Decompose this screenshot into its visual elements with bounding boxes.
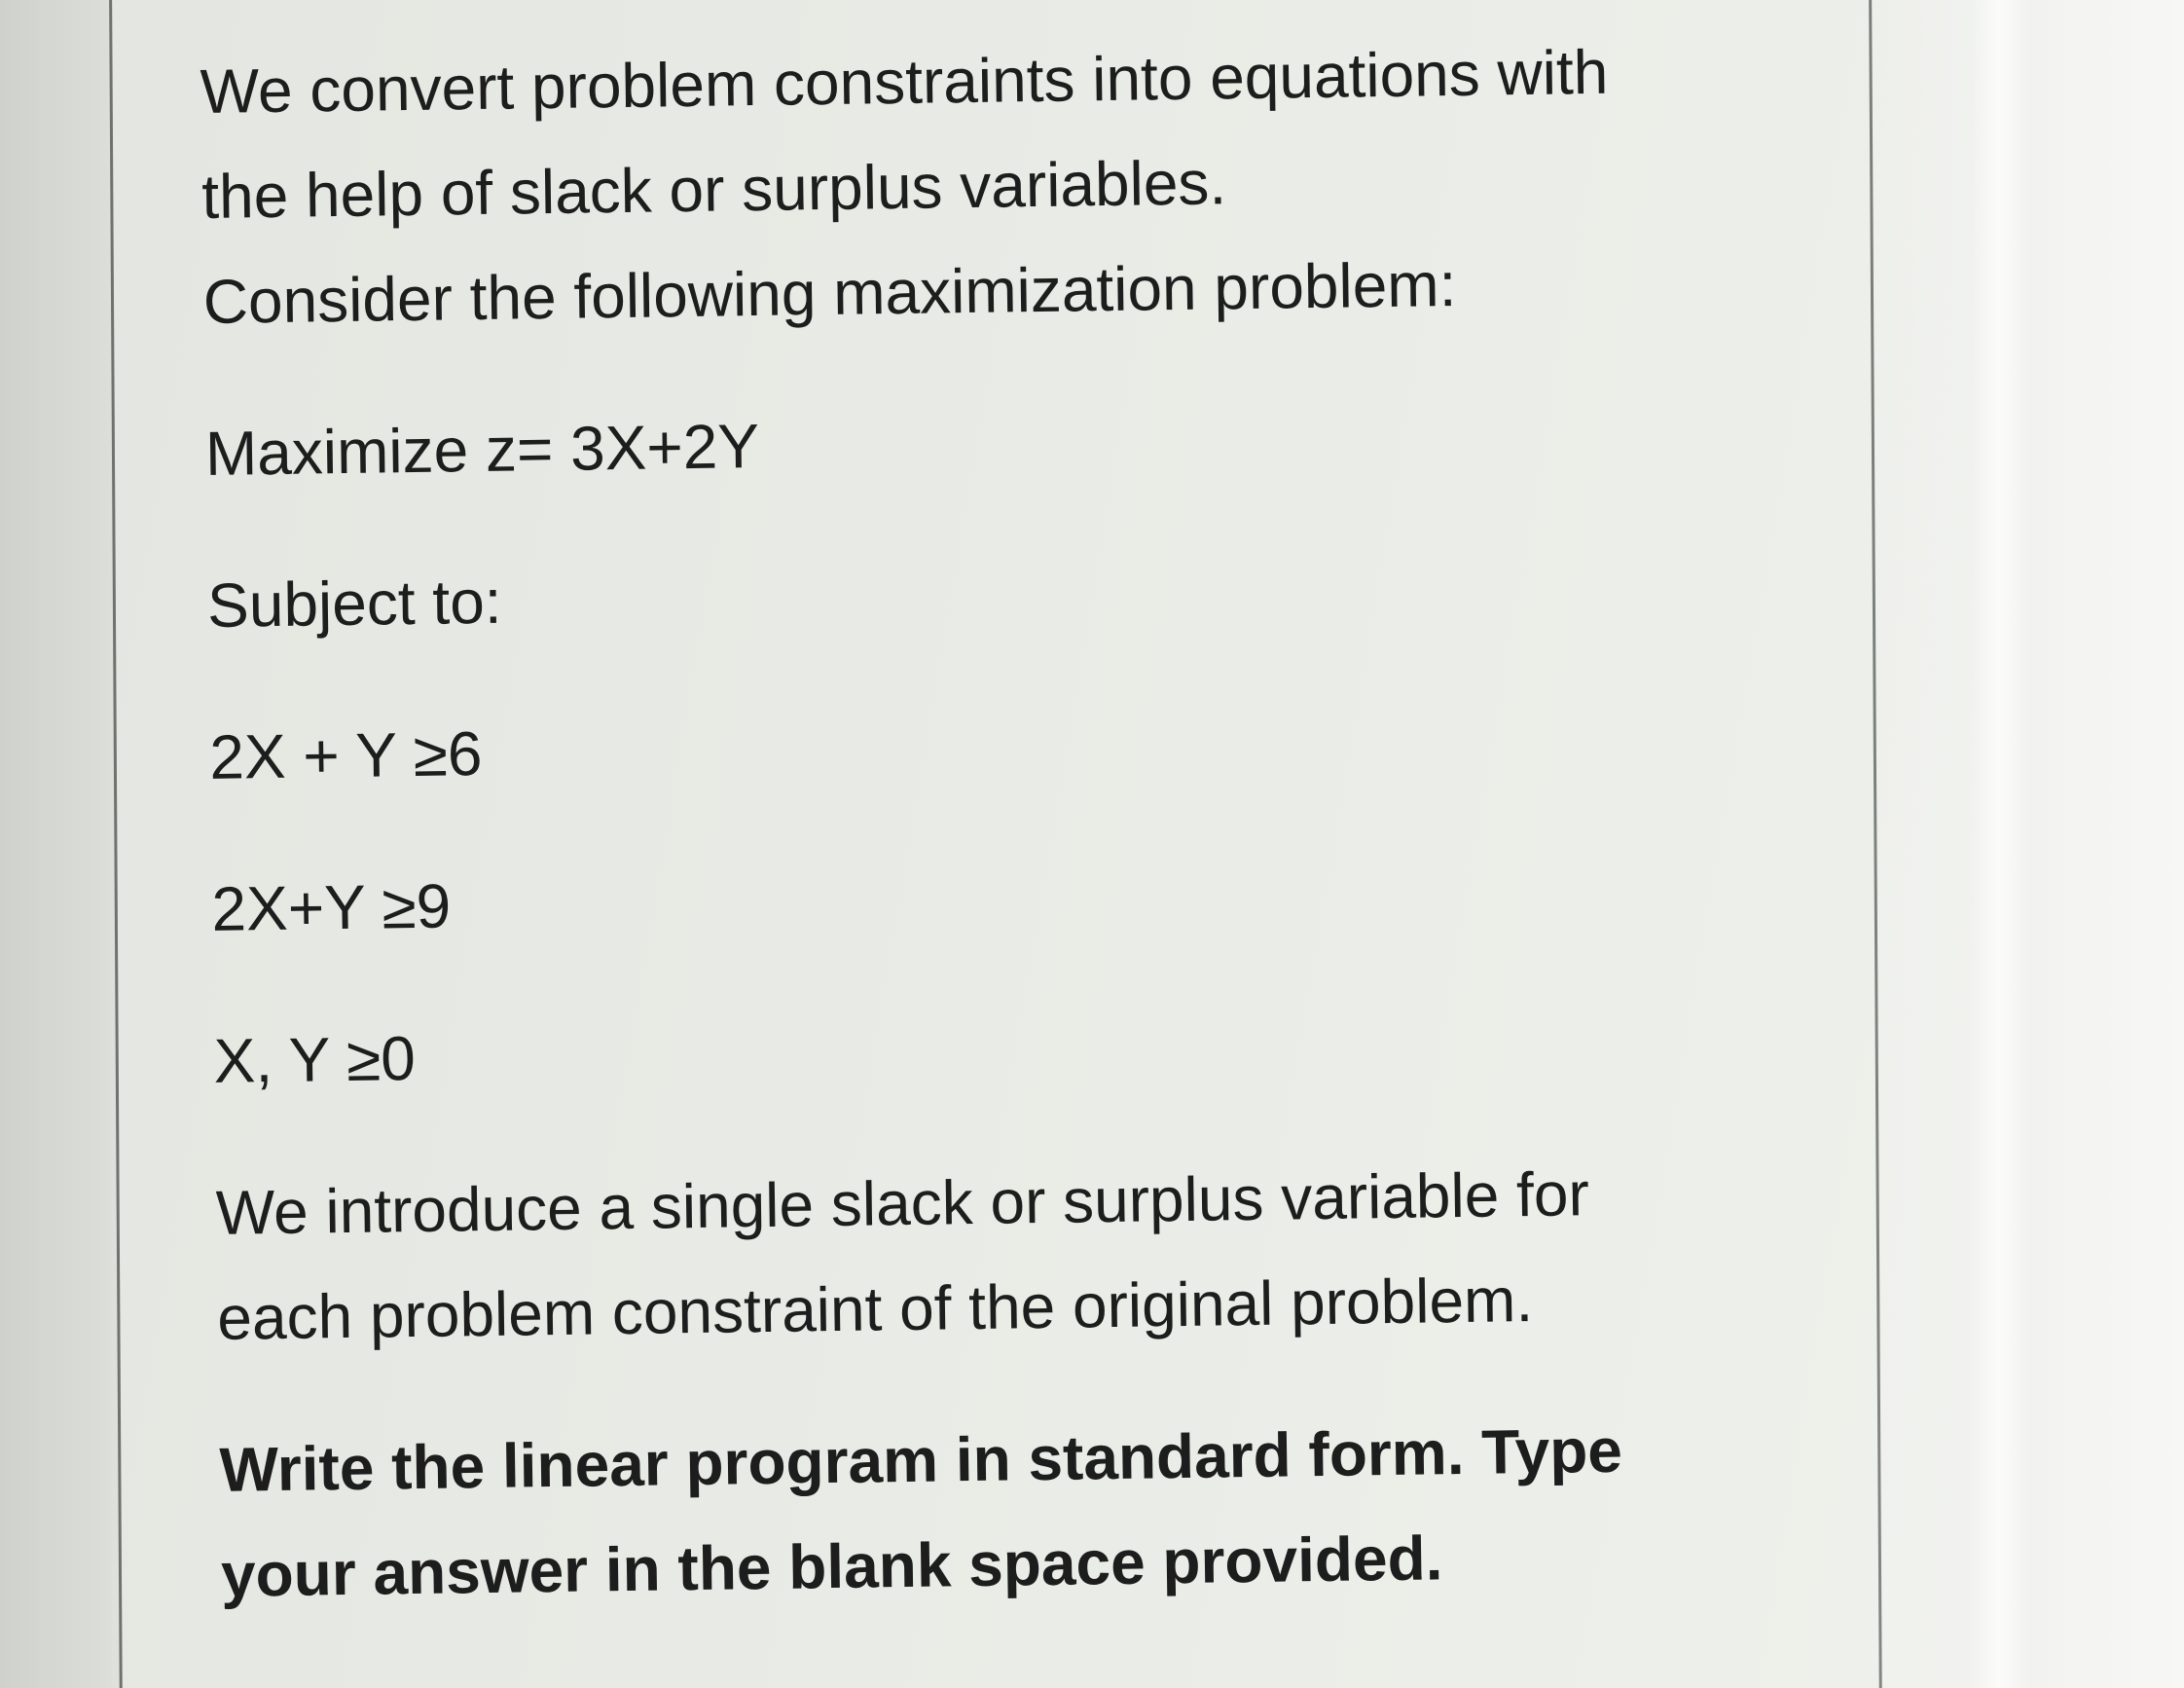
screen-glare (1970, 0, 2028, 1688)
intro-line-1: We convert problem constraints into equations with (200, 36, 1609, 127)
monitor-left-edge (0, 0, 112, 1688)
constraint-2: 2X+Y ≥9 (210, 870, 452, 944)
monitor-right-edge (1873, 0, 2184, 1688)
intro-line-2: the help of slack or surplus variables. (200, 147, 1227, 232)
question-text (200, 17, 1838, 1628)
subject-to-label: Subject to: (206, 566, 503, 641)
instruction-line-2: your answer in the blank space provided. (220, 1523, 1443, 1610)
note-line-1: We introduce a single slack or surplus variable for (215, 1158, 1590, 1248)
instruction-line-1: Write the linear program in standard form. Type (219, 1414, 1623, 1505)
objective-function: Maximize z= 3X+2Y (204, 411, 760, 489)
intro-line-3: Consider the following maximization problem: (202, 248, 1457, 337)
constraint-1: 2X + Y ≥6 (208, 718, 483, 792)
note-line-2: each problem constraint of the original problem. (216, 1265, 1534, 1353)
constraint-nonnegativity: X, Y ≥0 (213, 1023, 417, 1096)
